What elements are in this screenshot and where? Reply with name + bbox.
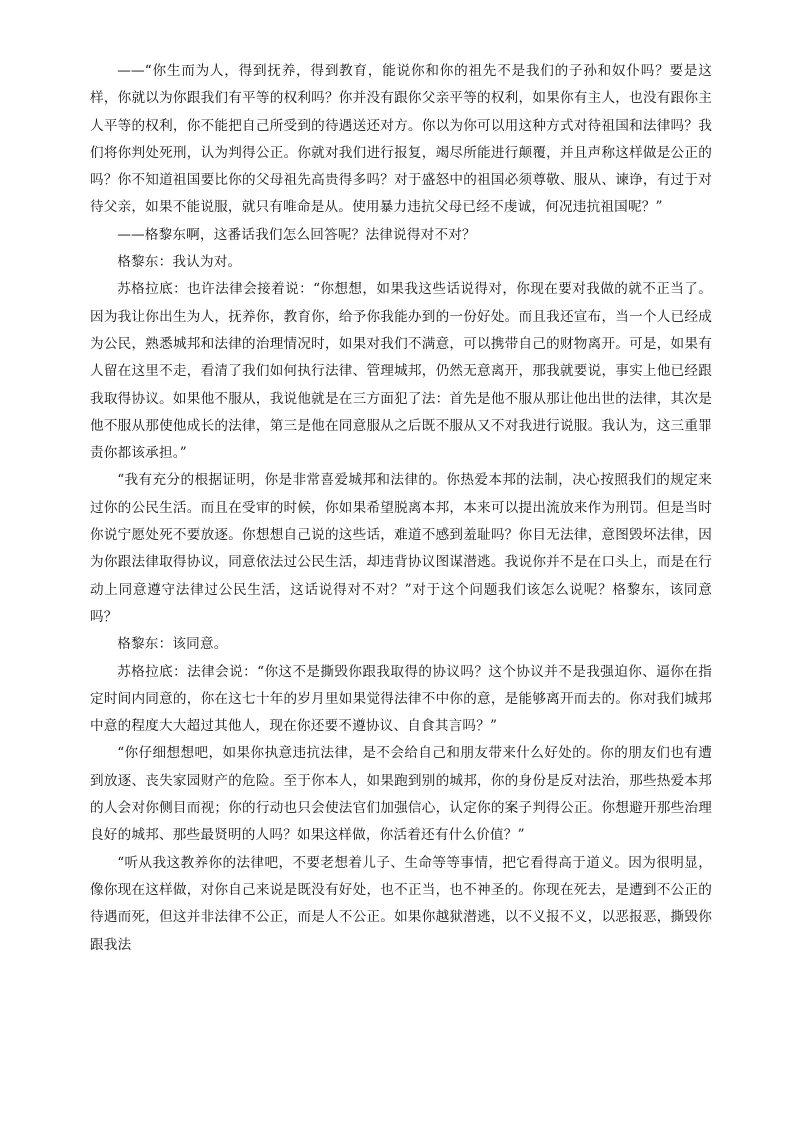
paragraph-law-speech: ——“你生而为人，得到抚养，得到教育，能说你和你的祖先不是我们的子孙和奴仆吗？要是这样，你就以为你跟我们有平等的权利吗？你并没有跟你父亲平等的权利，如果你有主人，也没有跟你主人平等的权利，你不能把自己所受到的待遇送还对方。你以为你可以用这种方式对待祖国和法律吗？我们将你判处死刑，认为判得公正。你就对我们进行报复，竭尽所能进行颠覆，并且声称这样做是公正的吗？你不知道祖国要比你的父母祖先高贵得多吗？对于盛怒中的祖国必须尊敬、服从、谏诤，有过于对待父亲，如果不能说服，就只有唯命是从。使用暴力违抗父母已经不虔诚，何况违抗祖国呢？”: [90, 63, 712, 216]
paragraph-consequences: “你仔细想想吧，如果你执意违抗法律，是不会给自己和朋友带来什么好处的。你的朋友们也有遭到放逐、丧失家园财产的危险。至于你本人，如果跑到别的城邦，你的身份是反对法治，那些热爱本邦的人会对你侧目而视；你的行动也只会使法官们加强信心，认定你的案子判得公正。你想避开那些治理良好的城邦、那些最贤明的人吗？如果这样做，你活着还有什么价值？”: [90, 745, 712, 844]
paragraph-socrates-three-offenses: 苏格拉底：也许法律会接着说：“你想想，如果我这些话说得对，你现在要对我做的就不正当了。因为我让你出生为人，抚养你，教育你，给予你我能办到的一份好处。而且我还宣布，当一个人已经成为公民，熟悉城邦和法律的治理情况时，如果对我们不满意，可以携带自己的财物离开。可是，如果有人留在这里不走，看清了我们如何执行法律、管理城邦，仍然无意离开，那我就要说，事实上他已经跟我取得协议。如果他不服从，我说他就是在三方面犯了法：首先是他不服从那让他出世的法律，其次是他不服从那使他成长的法律，第三是他在同意服从之后既不服从又不对我进行说服。我认为，这三重罪责你都该承担。”: [90, 281, 712, 462]
paragraph-breaking-agreement: 苏格拉底：法律会说：“你这不是撕毁你跟我取得的协议吗？这个协议并不是我强迫你、逼你在指定时间内同意的，你在这七十年的岁月里如果觉得法律不中你的意，是能够离开而去的。你对我们城邦中意的程度大大超过其他人，现在你还要不遵协议、自食其言吗？”: [90, 663, 712, 735]
paragraph-crito-reply-1: 格黎东：我认为对。: [117, 254, 242, 271]
paragraph-crito-reply-2: 格黎东：该同意。: [117, 636, 228, 653]
paragraph-question-to-crito: ——格黎东啊，这番话我们怎么回答呢？法律说得对不对？: [117, 226, 476, 243]
paragraph-love-of-city: “我有充分的根据证明，你是非常喜爱城邦和法律的。你热爱本邦的法制，决心按照我们的规定来过你的公民生活。而且在受审的时候，你如果希望脱离本邦，本来可以提出流放来作为刑罚。但是当时你说宁愿处死不要放逐。你想想自己说的这些话，难道不感到羞耻吗？你目无法律，意图毁坏法律，因为你跟法律取得协议，同意依法过公民生活，却违背协议图谋潜逃。我说你并不是在口头上，而是在行动上同意遵守法律过公民生活，这话说得对不对？”对于这个问题我们该怎么说呢？格黎东，该同意吗？: [90, 472, 712, 625]
paragraph-obey-law: “听从我这教养你的法律吧，不要老想着儿子、生命等等事情，把它看得高于道义。因为很明显，像你现在这样做，对你自己来说是既没有好处，也不正当，也不神圣的。你现在死去，是遭到不公正的待遇而死，但这并非法律不公正，而是人不公正。如果你越狱潜逃，以不义报不义，以恶报恶，撕毁你跟我法: [90, 854, 712, 953]
document-page: [90, 58, 712, 959]
